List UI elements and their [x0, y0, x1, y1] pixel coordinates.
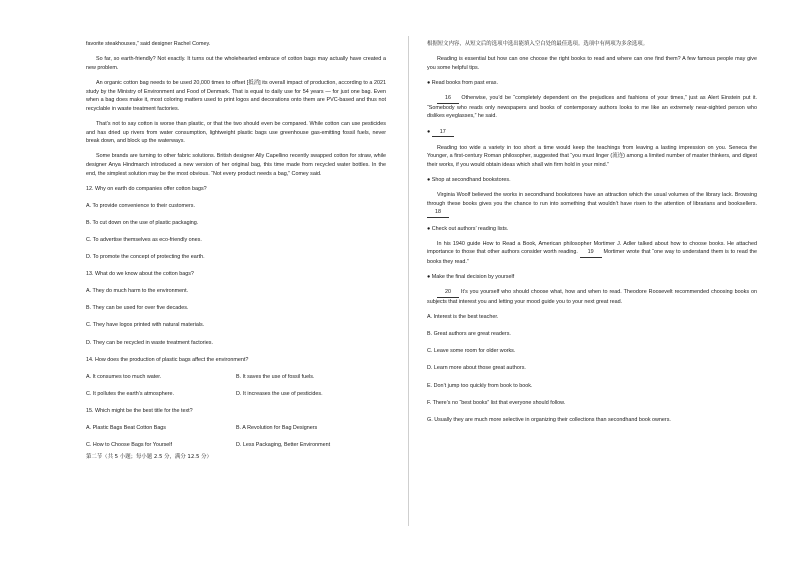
right-column	[427, 40, 757, 433]
answer-option-a: A. Interest is the best teacher.	[427, 314, 499, 321]
passage-paragraph: That’s not to say cotton is worse than plastic, or that the two should even be compared. While cotton can use pesticides and has dried up rivers from water consumption, lightweight plastic bags use greenhouse gas-emitting fossil fuels, never break down, and block up the waterways.	[86, 120, 386, 145]
answer-option-c: C. Leave some room for older works.	[427, 348, 516, 355]
paragraph-text: Mortimer wrote that “one way to understand them is to read the books they read.”	[427, 249, 757, 266]
question-14-options-row	[86, 373, 386, 382]
question-15-options-row	[86, 424, 386, 433]
paragraph-text: In his 1940 guide How to Read a Book, American philosopher Mortimer J. Adler talked about how to choose books. He attached importance to those that other authors consider worth reading.	[427, 240, 757, 256]
question-15-options-row	[86, 441, 386, 450]
paragraph-text: Otherwise, you’d be “completely dependent on the prejudices and fashions of your times,” just as Alert Einstein put it. “Somebody who reads only newspapers and books of contemporary authors looks to me like an extremely near-sighted person who dislikes eyeglasses,” he said.	[427, 95, 757, 120]
question-13-stem: 13. What do we know about the cotton bags?	[86, 271, 194, 278]
question-12-option-a: A. To provide convenience to their customers.	[86, 202, 195, 209]
question-13-option-b: B. They can be used for over five decades.	[86, 305, 189, 312]
question-12-stem: 12. Why on earth do companies offer cotton bags?	[86, 185, 207, 192]
passage-paragraph	[427, 288, 757, 306]
tip-heading: ● Check out authors’ reading lists.	[427, 225, 509, 232]
blank-18[interactable]: 18	[427, 208, 449, 218]
question-15-option-c: C. How to Choose Bags for Yourself	[86, 442, 172, 449]
passage-intro: Reading is essential but how can one choose the right books to read and where can one find them? A few famous people may give you some helpful tips.	[427, 56, 757, 71]
passage-paragraph: favorite steakhouses,” said designer Rachel Comey.	[86, 41, 211, 47]
passage-paragraph	[427, 94, 757, 121]
blank-16[interactable]: 16	[437, 94, 459, 104]
bullet-marker: ●	[427, 128, 432, 135]
question-14-option-c: C. It pollutes the earth’s atmosphere.	[86, 390, 174, 397]
question-15-option-a: A. Plastic Bags Beat Cotton Bags	[86, 425, 167, 431]
tip-heading: ● Read books from past eras.	[427, 79, 498, 86]
passage-paragraph: So far, so earth-friendly? Not exactly. It turns out the wholehearted embrace of cotton bags may actually have created a new problem.	[86, 56, 386, 71]
answer-option-b: B. Great authors are great readers.	[427, 331, 511, 338]
tip-heading	[427, 128, 757, 138]
question-13-option-d: D. They can be recycled in waste treatment factories.	[86, 339, 213, 346]
answer-option-g: G. Usually they are much more selective in organizing their collections than secondhand book owners.	[427, 416, 671, 423]
answer-option-d: D. Learn more about those great authors.	[427, 365, 526, 372]
question-13-option-a: A. They do much harm to the environment.	[86, 288, 189, 295]
column-divider	[408, 36, 409, 526]
question-14-option-d: D. It increases the use of pesticides.	[236, 390, 323, 397]
question-13-option-c: C. They have logos printed with natural materials.	[86, 322, 205, 329]
answer-option-f: F. There’s no “best books” list that everyone should follow.	[427, 399, 566, 406]
section-instruction: 根据短文内容，从短文后的选项中选出能填入空白处的最佳选项。选项中有两项为多余选项。	[427, 41, 649, 47]
passage-paragraph	[427, 191, 757, 218]
question-12-option-d: D. To promote the concept of protecting the earth.	[86, 254, 205, 261]
question-14-option-b: B. It saves the use of fossil fuels.	[236, 373, 315, 380]
question-15-stem: 15. Which might be the best title for the text?	[86, 407, 193, 414]
passage-paragraph: Some brands are turning to other fabric solutions. British designer Ally Capellino recently swapped cotton for straw, while designer Anya Hindmarch introduced a new version of her original bag, this time made from recycled water bottles. In the end, the simplest solution may be the most obvious. “Not every product needs a bag,” Comey said.	[86, 153, 386, 177]
section-heading: 第二节（共 5 小题；每小题 2.5 分，满分 12.5 分）	[86, 453, 212, 460]
tip-heading: ● Shop at secondhand bookstores.	[427, 177, 511, 184]
question-15-option-b: B. A Revolution for Bag Designers	[236, 425, 318, 431]
passage-paragraph: An organic cotton bag needs to be used 20,000 times to offset [抵消] its overall impact of production, according to a 2021 study by the Ministry of Environment and Food of Denmark. That is equal to daily use for 54 years — for just one bag. Even when a bag does make it, most coloring matters used to print logos and decorations onto them are PVC-based and thus not recyclable in waste treatment factories.	[86, 79, 386, 112]
passage-paragraph: Reading too wide a variety in too short a time would keep the teachings from leaving a lasting impression on you. Seneca the Younger, a first-century Roman philosopher, suggested that “you must linger (流连) among a limited number of master thinkers, and digest their works, if you would obtain ideas which shall win firm hold in your mind.”	[427, 144, 757, 168]
question-14-option-a: A. It consumes too much water.	[86, 373, 162, 380]
paragraph-text: Virginia Woolf believed the works in secondhand bookstores have an attraction which the usual volumes of the library lack. Browsing through these books gives you the chance to run into something that wouldn’t have risen to the attention of librarians and booksellers.	[427, 192, 757, 207]
paragraph-text: It’s you yourself who should choose what, how and when to read. Theodore Roosevelt recommended choosing books on subjects that interest you and letting your mood guide you to your next great read.	[427, 289, 757, 305]
question-12-option-c: C. To advertise themselves as eco-friendly ones.	[86, 236, 202, 243]
passage-paragraph	[427, 240, 757, 267]
question-12-option-b: B. To cut down on the use of plastic packaging.	[86, 219, 199, 226]
tip-heading: ● Make the final decision by yourself	[427, 274, 515, 281]
answer-option-e: E. Don’t jump too quickly from book to book.	[427, 382, 533, 389]
question-14-options-row	[86, 390, 386, 399]
question-15-option-d: D. Less Packaging, Better Environment	[236, 442, 331, 449]
blank-17[interactable]: 17	[432, 128, 454, 138]
blank-20[interactable]: 20	[437, 288, 459, 298]
question-14-stem: 14. How does the production of plastic bags affect the environment?	[86, 356, 249, 363]
blank-19[interactable]: 19	[580, 248, 602, 258]
left-column	[86, 40, 386, 461]
